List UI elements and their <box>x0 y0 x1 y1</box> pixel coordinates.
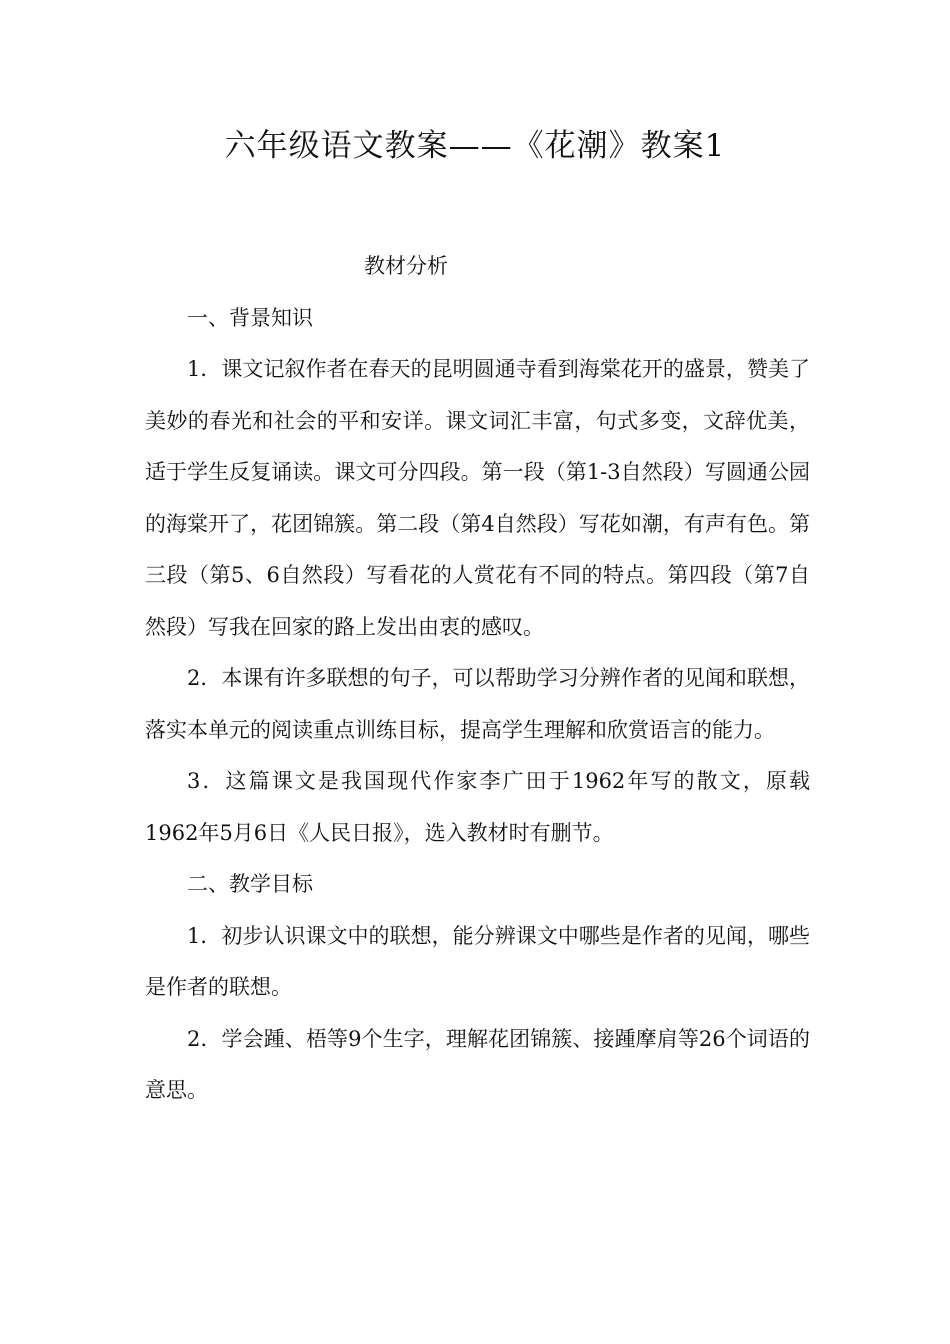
subheading-objectives: 二、教学目标 <box>187 872 313 896</box>
section-heading: 教材分析 <box>364 254 448 278</box>
paragraph: 3．这篇课文是我国现代作家李广田于1962年写的散文，原载1962年5月6日《人民日报》，选入教材时有删节。 <box>145 769 810 845</box>
paragraph: 1．课文记叙作者在春天的昆明圆通寺看到海棠花开的盛景，赞美了美妙的春光和社会的平和安详。课文词汇丰富，句式多变，文辞优美，适于学生反复诵读。课文可分四段。第一段（第1-3自然段）写圆通公园的海棠开了，花团锦簇。第二段（第4自然段）写花如潮，有声有色。第三段（第5、6自然段）写看花的人赏花有不同的特点。第四段（第7自然段）写我在回家的路上发出由衷的感叹。 <box>145 357 810 639</box>
document-body <box>145 241 810 1117</box>
subheading-background: 一、背景知识 <box>187 305 313 330</box>
paragraph: 1．初步认识课文中的联想，能分辨课文中哪些是作者的见闻，哪些是作者的联想。 <box>145 923 810 999</box>
paragraph: 2．学会踵、梧等9个生字，理解花团锦簇、接踵摩肩等26个词语的意思。 <box>145 1026 810 1102</box>
paragraph: 2．本课有许多联想的句子，可以帮助学习分辨作者的见闻和联想，落实本单元的阅读重点训练目标，提高学生理解和欣赏语言的能力。 <box>145 666 810 742</box>
document-title: 六年级语文教案——《花潮》教案1 <box>224 128 726 164</box>
